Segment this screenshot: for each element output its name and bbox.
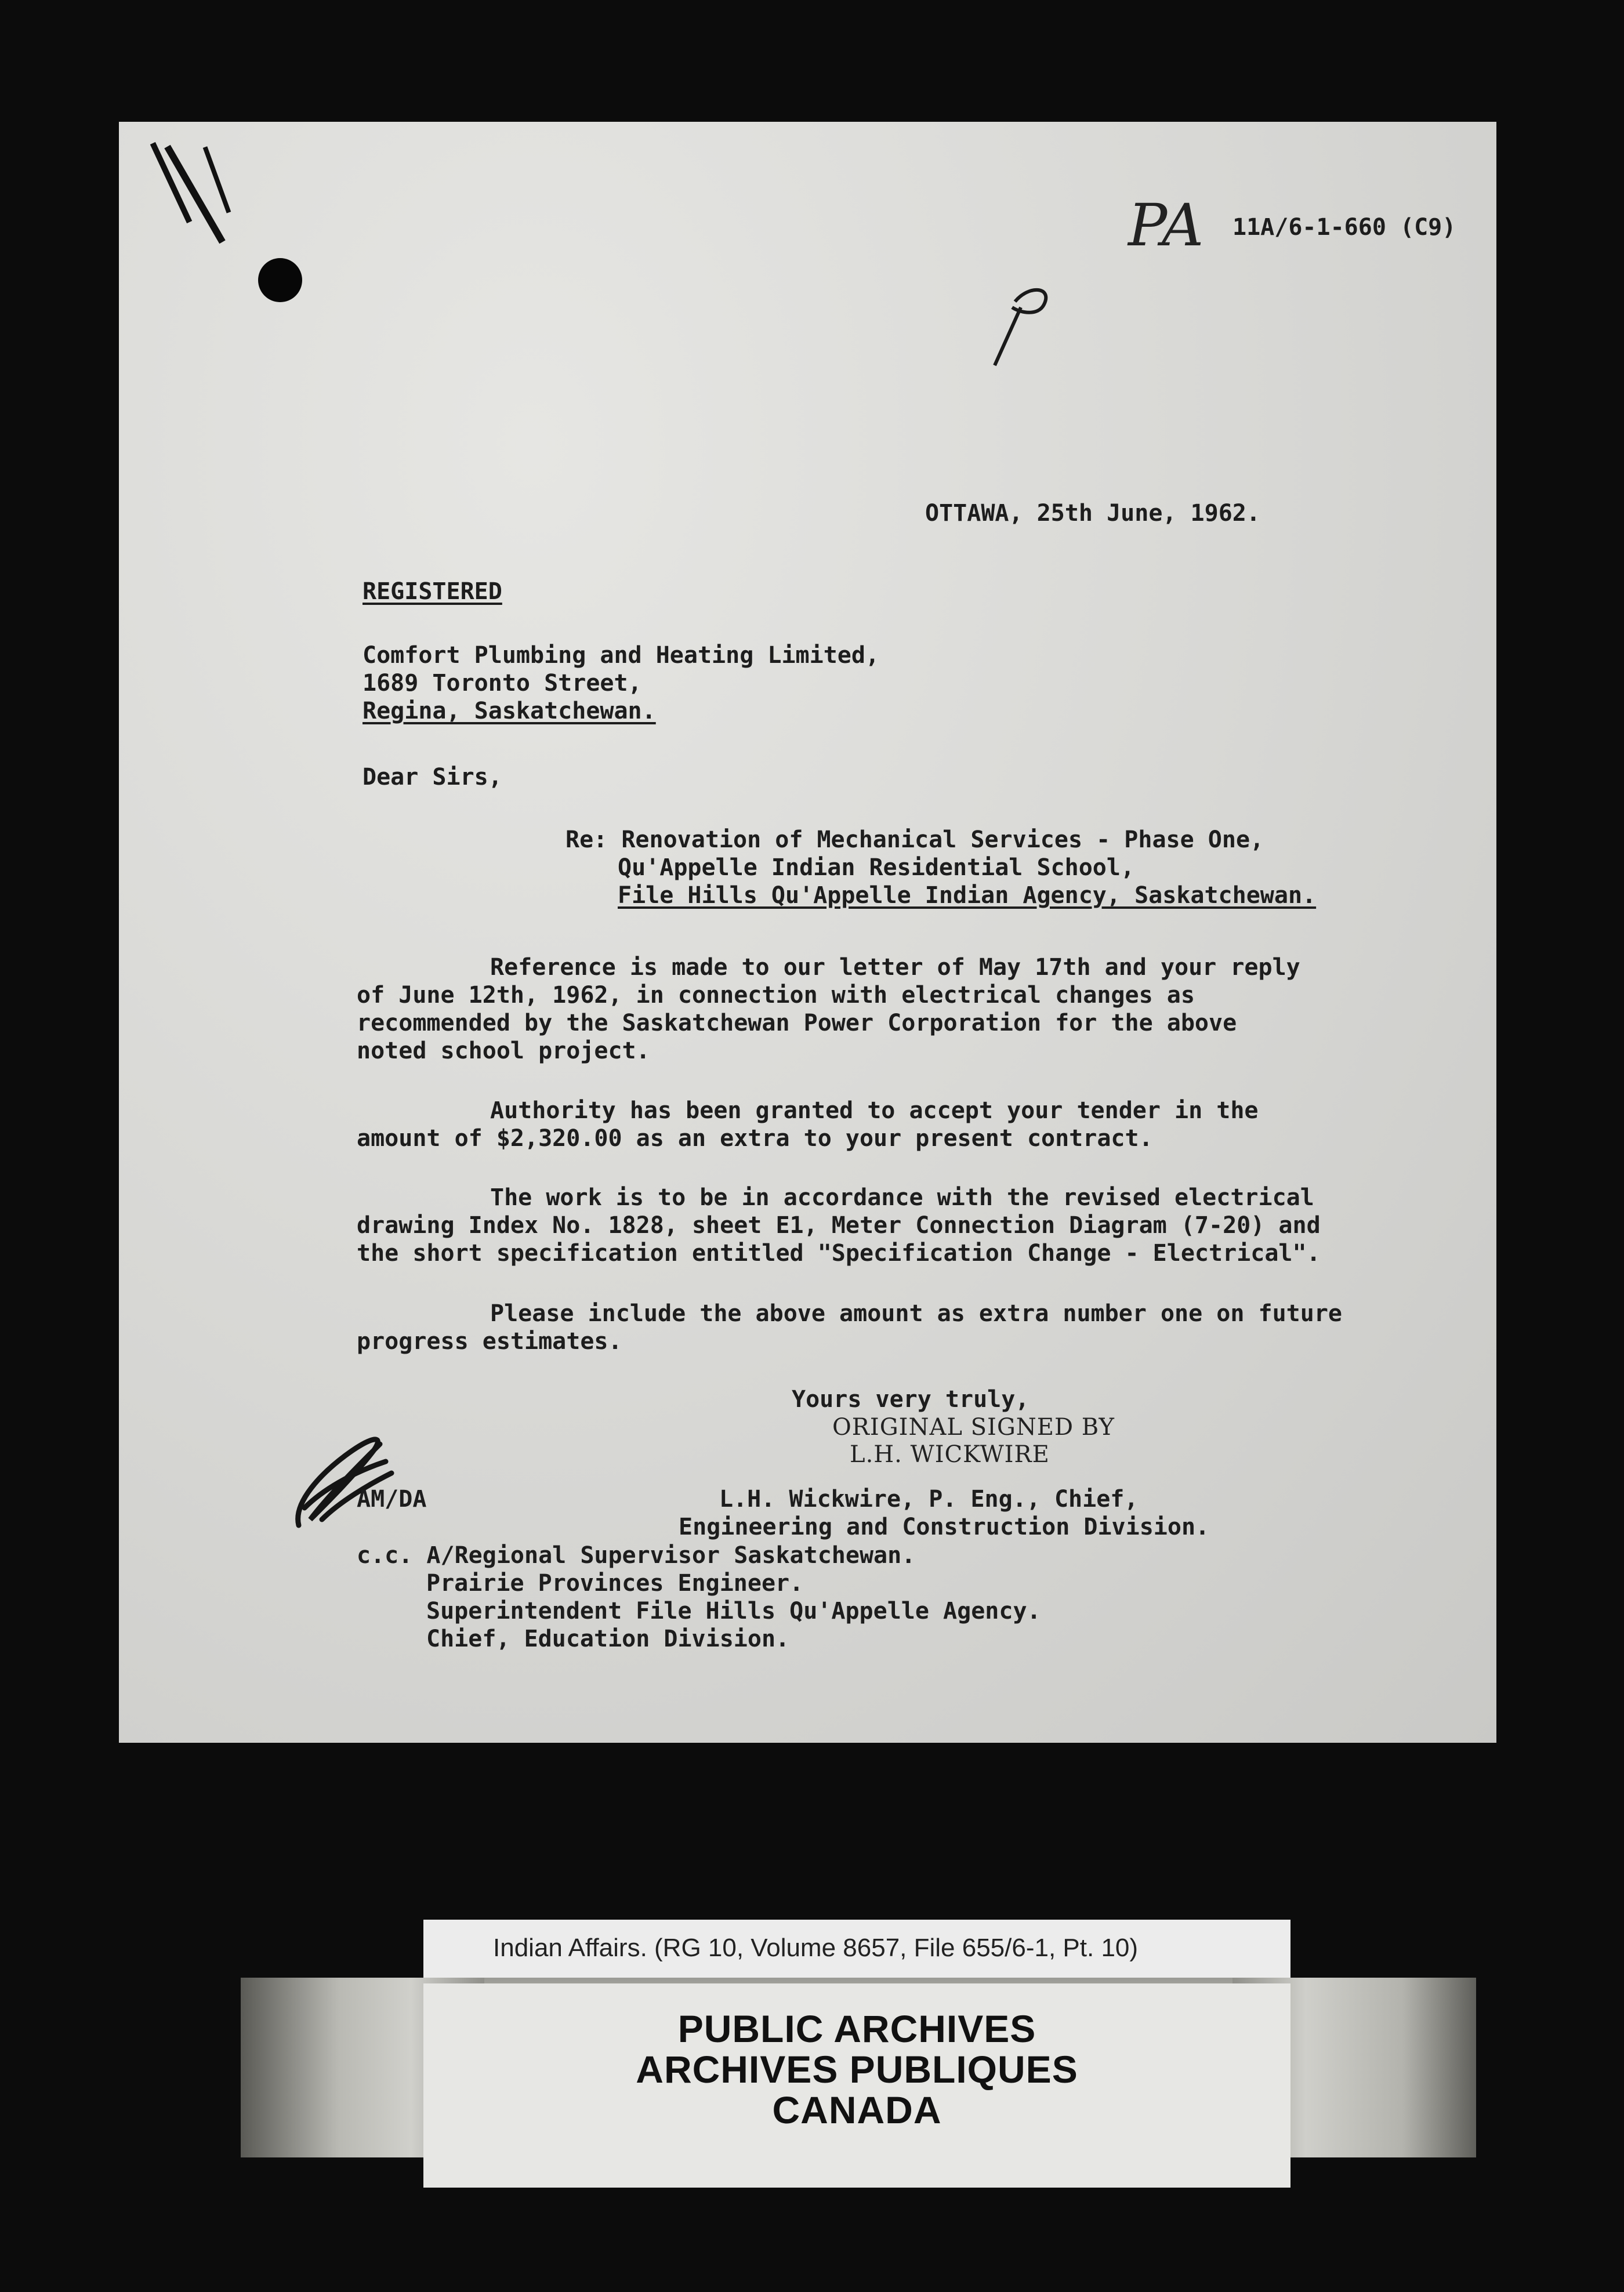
- re-line: Qu'Appelle Indian Residential School,: [618, 854, 1135, 881]
- paragraph-line: amount of $2,320.00 as an extra to your present contract.: [357, 1125, 1153, 1152]
- paragraph-line: noted school project.: [357, 1038, 650, 1064]
- paragraph-line: progress estimates.: [357, 1328, 622, 1355]
- cc-line: c.c. A/Regional Supervisor Saskatchewan.: [357, 1542, 916, 1569]
- signatory-line: Engineering and Construction Division.: [679, 1514, 1210, 1540]
- film-scratch-mark: [203, 146, 231, 213]
- registered-heading: REGISTERED: [362, 578, 502, 605]
- archive-citation-label: [423, 1920, 1290, 1983]
- archive-citation: Indian Affairs. (RG 10, Volume 8657, File 655/6-1, Pt. 10): [493, 1934, 1139, 1962]
- address-line: 1689 Toronto Street,: [362, 670, 642, 697]
- archive-line: ARCHIVES PUBLIQUES: [636, 2048, 1078, 2091]
- handwritten-check-mark-icon: [989, 273, 1058, 371]
- archive-line: PUBLIC ARCHIVES: [677, 2007, 1036, 2050]
- address-line: Regina, Saskatchewan.: [362, 698, 656, 724]
- paragraph-line: Please include the above amount as extra number one on future: [490, 1300, 1343, 1327]
- paragraph-line: Authority has been granted to accept your tender in the: [490, 1097, 1259, 1124]
- paragraph-line: Reference is made to our letter of May 17th and your reply: [490, 954, 1300, 981]
- handwritten-initials-scribble-icon: [287, 1421, 397, 1537]
- archive-stamp-label: [423, 1983, 1290, 2175]
- signatory-line: L.H. Wickwire, P. Eng., Chief,: [719, 1486, 1139, 1513]
- re-line: File Hills Qu'Appelle Indian Agency, Saskatchewan.: [618, 882, 1317, 909]
- cc-line: Prairie Provinces Engineer.: [426, 1570, 804, 1597]
- re-line: Re: Renovation of Mechanical Services - Phase One,: [566, 826, 1264, 853]
- handwritten-initials: PA: [1128, 191, 1204, 259]
- dateline: OTTAWA, 25th June, 1962.: [925, 500, 1260, 527]
- typist-initials: AM/DA: [357, 1486, 427, 1513]
- cc-line: Superintendent File Hills Qu'Appelle Agency.: [426, 1598, 1041, 1624]
- archive-label-strip: [423, 2175, 1290, 2188]
- address-line: Comfort Plumbing and Heating Limited,: [362, 642, 880, 669]
- paragraph-line: of June 12th, 1962, in connection with electrical changes as: [357, 982, 1195, 1009]
- archive-line: CANADA: [772, 2088, 942, 2131]
- signature-stamp-line: ORIGINAL SIGNED BY: [832, 1414, 1115, 1441]
- file-reference: 11A/6-1-660 (C9): [1232, 214, 1456, 241]
- paragraph-line: drawing Index No. 1828, sheet E1, Meter Connection Diagram (7-20) and: [357, 1212, 1321, 1239]
- closing: Yours very truly,: [792, 1386, 1030, 1413]
- salutation: Dear Sirs,: [362, 764, 502, 790]
- cc-line: Chief, Education Division.: [426, 1626, 790, 1652]
- paragraph-line: The work is to be in accordance with the revised electrical: [490, 1184, 1314, 1211]
- paragraph-line: the short specification entitled "Specification Change - Electrical".: [357, 1240, 1321, 1267]
- punch-hole-icon: [258, 258, 302, 302]
- letter-page: [119, 122, 1496, 1743]
- paragraph-line: recommended by the Saskatchewan Power Corporation for the above: [357, 1010, 1237, 1036]
- signature-stamp-line: L.H. WICKWIRE: [850, 1441, 1050, 1468]
